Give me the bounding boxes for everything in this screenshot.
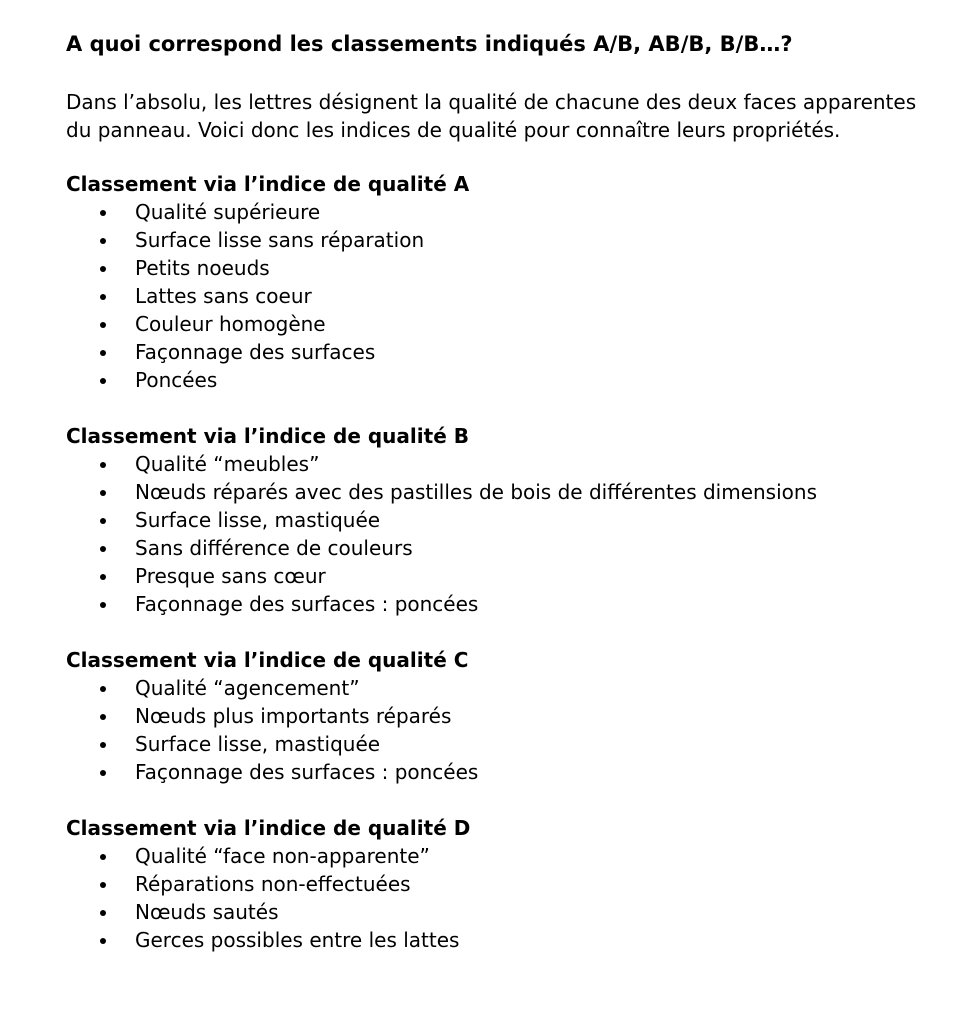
list-item: Presque sans cœur [66,562,956,590]
list-item: Gerces possibles entre les lattes [66,926,956,954]
list-item: Qualité “agencement” [66,674,956,702]
list-item: Surface lisse sans réparation [66,226,956,254]
list-item: Qualité “meubles” [66,450,956,478]
list-item: Qualité “face non-apparente” [66,842,956,870]
list-item: Lattes sans coeur [66,282,956,310]
section-title: Classement via l’indice de qualité A [66,172,470,196]
list-item: Sans différence de couleurs [66,534,956,562]
section-quality-c [66,646,956,786]
list-item: Façonnage des surfaces : poncées [66,590,956,618]
list-item: Poncées [66,366,956,394]
bullet-list [66,450,956,618]
list-item: Nœuds plus importants réparés [66,702,956,730]
list-item: Réparations non-effectuées [66,870,956,898]
section-quality-b [66,422,956,618]
list-item: Nœuds réparés avec des pastilles de bois de différentes dimensions [66,478,956,506]
section-quality-d [66,814,956,954]
list-item: Surface lisse, mastiquée [66,730,956,758]
list-item: Façonnage des surfaces [66,338,956,366]
list-item: Petits noeuds [66,254,956,282]
section-title: Classement via l’indice de qualité C [66,648,469,672]
intro-line: Dans l’absolu, les lettres désignent la qualité de chacune des deux faces apparentes [66,90,917,114]
bullet-list [66,198,956,394]
list-item: Nœuds sautés [66,898,956,926]
section-title: Classement via l’indice de qualité D [66,816,471,840]
list-item: Façonnage des surfaces : poncées [66,758,956,786]
document-page [66,30,956,954]
section-title: Classement via l’indice de qualité B [66,424,469,448]
bullet-list [66,842,956,954]
document-title: A quoi correspond les classements indiqués A/B, AB/B, B/B…? [66,32,793,56]
list-item: Couleur homogène [66,310,956,338]
intro-paragraph [66,88,956,144]
list-item: Qualité supérieure [66,198,956,226]
list-item: Surface lisse, mastiquée [66,506,956,534]
section-quality-a [66,170,956,394]
bullet-list [66,674,956,786]
intro-line: du panneau. Voici donc les indices de qualité pour connaître leurs propriétés. [66,118,841,142]
